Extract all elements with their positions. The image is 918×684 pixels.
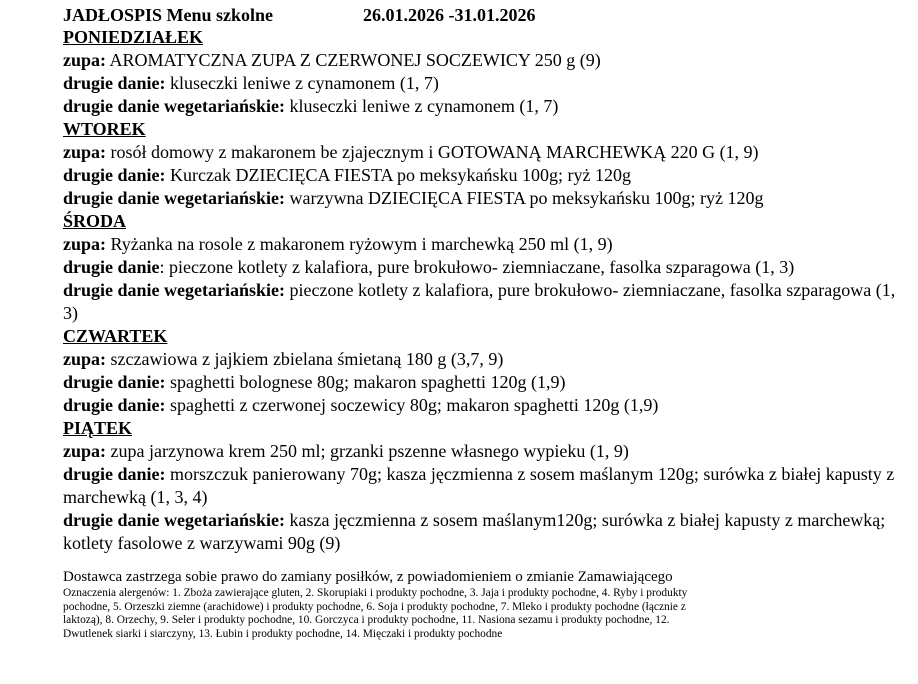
menu-item-thursday-soup: zupa: szczawiowa z jajkiem zbielana śmietaną 180 g (3,7, 9) (63, 349, 504, 369)
menu-item-wednesday-soup: zupa: Ryżanka na rosole z makaronem ryżowym i marchewką 250 ml (1, 9) (63, 234, 613, 254)
day-heading-thursday: CZWARTEK (63, 326, 168, 346)
menu-dates: 26.01.2026 -31.01.2026 (363, 5, 536, 25)
menu-item-thursday-main-alt: drugie danie: spaghetti z czerwonej soczewicy 80g; makaron spaghetti 120g (1,9) (63, 395, 659, 415)
menu-item-wednesday-main: drugie danie: pieczone kotlety z kalafiora, pure brokułowo- ziemniaczane, fasolka szparagowa (1, 3) (63, 257, 795, 277)
day-heading-monday: PONIEDZIAŁEK (63, 27, 204, 47)
menu-item-monday-soup: zupa: AROMATYCZNA ZUPA Z CZERWONEJ SOCZEWICY 250 g (9) (63, 50, 601, 70)
day-heading-tuesday: WTOREK (63, 119, 146, 139)
allergen-legend: Oznaczenia alergenów: 1. Zboża zawierające gluten, 2. Skorupiaki i produkty pochodne, 3. Jaja i produkty pochodne, 4. Ryby i produkty pochodne, 5. Orzeszki ziemne (arachidowe) i produkty pochodne, 6. Soja i produkty pochodne, 7. Mleko i produkty pochodne (łącznie z laktozą), 8. Orzechy, 9. Seler i produkty pochodne, 10. Gorczyca i produkty pochodne, 11. Nasiona sezamu i produkty pochodne, 12. Dwutlenek siarki i siarczyny, 13. Łubin i produkty pochodne, 14. Mięczaki i produkty pochodne (63, 587, 688, 640)
menu-item-friday-vegetarian: drugie danie wegetariańskie: kasza jęczmienna z sosem maślanym120g; surówka z białej kapusty z marchewką; kotlety fasolowe z warzywami 90g (9) (63, 510, 886, 553)
menu-item-tuesday-vegetarian: drugie danie wegetariańskie: warzywna DZIECIĘCA FIESTA po meksykańsku 100g; ryż 120g (63, 188, 764, 208)
menu-document (63, 4, 913, 641)
menu-item-wednesday-vegetarian: drugie danie wegetariańskie: pieczone kotlety z kalafiora, pure brokułowo- ziemniaczane, fasolka szparagowa (1, 3) (63, 280, 896, 323)
day-heading-wednesday: ŚRODA (63, 211, 127, 231)
supplier-note: Dostawca zastrzega sobie prawo do zamiany posiłków, z powiadomieniem o zmianie Zamawiającego (63, 569, 673, 585)
menu-header (63, 4, 913, 26)
menu-item-tuesday-main: drugie danie: Kurczak DZIECIĘCA FIESTA po meksykańsku 100g; ryż 120g (63, 165, 632, 185)
menu-title: JADŁOSPIS Menu szkolne (63, 5, 274, 25)
menu-item-thursday-main: drugie danie: spaghetti bolognese 80g; makaron spaghetti 120g (1,9) (63, 372, 566, 392)
menu-item-monday-vegetarian: drugie danie wegetariańskie: kluseczki leniwe z cynamonem (1, 7) (63, 96, 559, 116)
menu-item-friday-soup: zupa: zupa jarzynowa krem 250 ml; grzanki pszenne własnego wypieku (1, 9) (63, 441, 629, 461)
menu-item-monday-main: drugie danie: kluseczki leniwe z cynamonem (1, 7) (63, 73, 439, 93)
menu-item-friday-main: drugie danie: morszczuk panierowany 70g; kasza jęczmienna z sosem maślanym 120g; surówka z białej kapusty z marchewką (1, 3, 4) (63, 464, 895, 507)
day-heading-friday: PIĄTEK (63, 418, 133, 438)
menu-item-tuesday-soup: zupa: rosół domowy z makaronem be zjajecznym i GOTOWANĄ MARCHEWKĄ 220 G (1, 9) (63, 142, 759, 162)
